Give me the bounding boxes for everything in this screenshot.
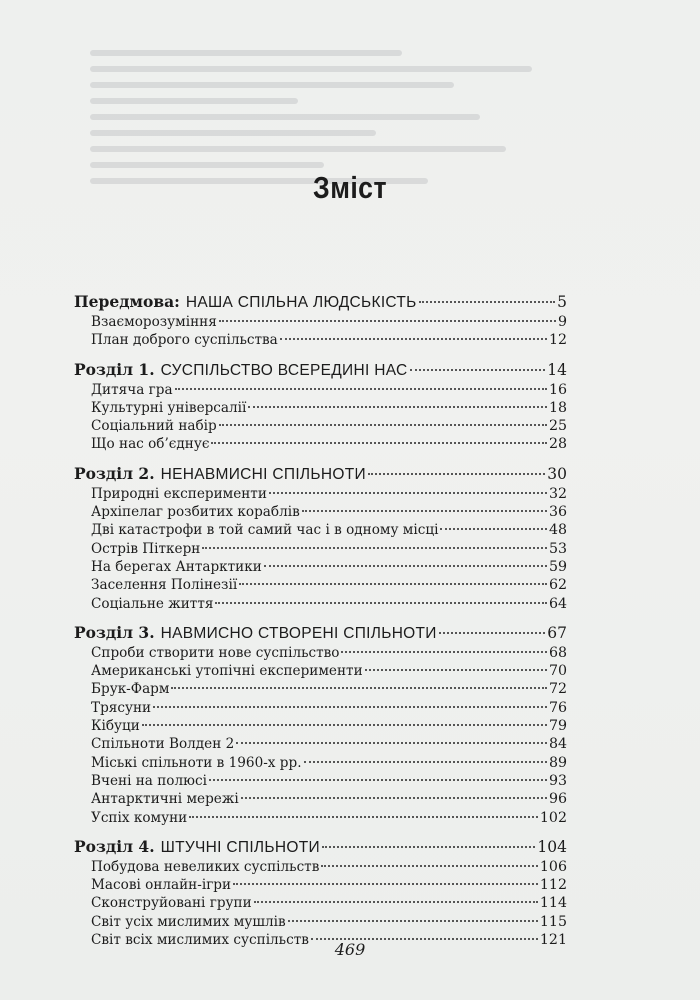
leader-dots (288, 920, 538, 922)
subsection-page: 64 (548, 595, 567, 612)
chapter-page: 67 (547, 623, 567, 642)
subsection-page: 72 (548, 681, 567, 698)
subsection-page: 102 (539, 809, 567, 826)
subsection-page: 36 (548, 504, 567, 521)
toc-subsection-entry[interactable] (74, 644, 567, 662)
subsection-title: Брук-Фарм (91, 681, 170, 698)
toc-section (74, 291, 567, 350)
toc-subsection-entry[interactable] (74, 485, 567, 503)
leader-dots (241, 797, 547, 799)
subsection-page: 62 (548, 577, 567, 594)
subsection-page: 16 (548, 381, 567, 398)
toc-subsection-entry[interactable] (74, 717, 567, 735)
subsection-title: Культурні універсалії (91, 399, 247, 416)
subsection-page: 115 (539, 913, 567, 930)
toc-subsection-entry[interactable] (74, 417, 567, 435)
toc-chapter-entry[interactable] (74, 359, 567, 381)
subsection-title: Кібуци (91, 718, 140, 735)
subsection-title: Сконструйовані групи (91, 895, 252, 912)
leader-dots (269, 492, 547, 494)
leader-dots (239, 583, 547, 585)
page-number: 469 (334, 940, 366, 959)
leader-dots (219, 320, 556, 322)
subsection-page: 76 (548, 699, 567, 716)
toc-subsection-entry[interactable] (74, 790, 567, 808)
leader-dots (321, 865, 538, 867)
subsection-title: Соціальне життя (91, 595, 214, 612)
chapter-title: НАВМИСНО СТВОРЕНІ СПІЛЬНОТИ (160, 624, 437, 642)
subsection-page: 96 (548, 791, 567, 808)
subsection-title: Дитяча гра (91, 381, 173, 398)
leader-dots (322, 846, 535, 848)
subsection-page: 106 (539, 858, 567, 875)
toc-subsection-entry[interactable] (74, 680, 567, 698)
subsection-title: Соціальний набір (91, 418, 217, 435)
toc-subsection-entry[interactable] (74, 576, 567, 594)
leader-dots (341, 651, 546, 653)
toc-subsection-entry[interactable] (74, 754, 567, 772)
subsection-page: 112 (539, 877, 567, 894)
table-of-contents (74, 291, 567, 958)
toc-subsection-entry[interactable] (74, 595, 567, 613)
leader-dots (410, 369, 546, 371)
subsection-title: Спільноти Волден 2 (91, 736, 235, 753)
subsection-page: 12 (548, 332, 567, 349)
toc-section (74, 836, 567, 949)
leader-dots (153, 706, 547, 708)
toc-section (74, 463, 567, 613)
leader-dots (254, 901, 538, 903)
subsection-title: Світ всіх мислимих суспільств (91, 932, 309, 949)
toc-chapter-entry[interactable] (74, 463, 567, 485)
leader-dots (215, 602, 547, 604)
toc-subsection-entry[interactable] (74, 772, 567, 790)
subsection-title: Міські спільноти в 1960-х рр. (91, 754, 302, 771)
chapter-page: 30 (547, 464, 567, 483)
leader-dots (419, 301, 555, 303)
toc-subsection-entry[interactable] (74, 435, 567, 453)
leader-dots (440, 528, 547, 530)
leader-dots (248, 406, 547, 408)
chapter-label: Розділ 2. (74, 463, 155, 483)
subsection-page: 48 (548, 522, 567, 539)
subsection-title: Масові онлайн-ігри (91, 877, 232, 894)
subsection-page: 9 (557, 314, 567, 330)
chapter-title: ШТУЧНІ СПІЛЬНОТИ (160, 838, 320, 856)
toc-subsection-entry[interactable] (74, 558, 567, 576)
toc-subsection-entry[interactable] (74, 521, 567, 539)
leader-dots (365, 669, 547, 671)
subsection-title: Архіпелаг розбитих кораблів (91, 504, 300, 521)
toc-subsection-entry[interactable] (74, 540, 567, 558)
toc-subsection-entry[interactable] (74, 913, 567, 931)
leader-dots (236, 742, 547, 744)
toc-section (74, 622, 567, 827)
page-title: Зміст (313, 170, 387, 205)
subsection-title: Світ усіх мислимих мушлів (91, 913, 286, 930)
toc-subsection-entry[interactable] (74, 313, 567, 331)
subsection-page: 32 (548, 485, 567, 502)
subsection-title: Вчені на полюсі (91, 772, 207, 789)
leader-dots (233, 883, 538, 885)
subsection-title: Побудова невеликих суспільств (91, 858, 320, 875)
subsection-title: Острів Піткерн (91, 540, 201, 557)
leader-dots (202, 547, 547, 549)
toc-subsection-entry[interactable] (74, 858, 567, 876)
subsection-title: Взаєморозуміння (91, 314, 217, 330)
toc-subsection-entry[interactable] (74, 503, 567, 521)
toc-subsection-entry[interactable] (74, 331, 567, 349)
subsection-page: 121 (539, 932, 567, 949)
leader-dots (209, 779, 547, 781)
subsection-page: 68 (548, 644, 567, 661)
toc-chapter-entry[interactable] (74, 622, 567, 644)
toc-subsection-entry[interactable] (74, 699, 567, 717)
toc-chapter-entry[interactable] (74, 291, 567, 313)
subsection-title: Успіх комуни (91, 809, 188, 826)
subsection-page: 70 (548, 663, 567, 680)
leader-dots (302, 510, 547, 512)
leader-dots (142, 724, 547, 726)
subsection-title: Природні експерименти (91, 485, 267, 502)
leader-dots (280, 338, 547, 340)
toc-subsection-entry[interactable] (74, 809, 567, 827)
leader-dots (171, 687, 546, 689)
subsection-title: Дві катастрофи в той самий час і в одному місці (91, 522, 439, 539)
leader-dots (304, 761, 547, 763)
subsection-page: 114 (539, 895, 567, 912)
leader-dots (211, 442, 546, 444)
chapter-page: 104 (537, 837, 567, 856)
chapter-page: 14 (547, 360, 567, 379)
toc-subsection-entry[interactable] (74, 381, 567, 399)
toc-subsection-entry[interactable] (74, 894, 567, 912)
subsection-page: 59 (548, 558, 567, 575)
chapter-title: НЕНАВМИСНІ СПІЛЬНОТИ (160, 465, 366, 483)
subsection-title: Спроби створити нове суспільство (91, 644, 340, 661)
subsection-page: 25 (548, 418, 567, 435)
leader-dots (189, 816, 538, 818)
subsection-page: 53 (548, 540, 567, 557)
chapter-label: Передмова: (74, 292, 180, 311)
subsection-title: Трясуни (91, 699, 152, 716)
chapter-label: Розділ 3. (74, 622, 155, 642)
chapter-title: НАША СПІЛЬНА ЛЮДСЬКІСТЬ (185, 294, 417, 311)
subsection-title: План доброго суспільства (91, 332, 278, 349)
leader-dots (219, 424, 547, 426)
leader-dots (368, 473, 545, 475)
leader-dots (264, 565, 547, 567)
subsection-title: Заселення Полінезії (91, 577, 238, 594)
subsection-page: 18 (548, 399, 567, 416)
leader-dots (439, 632, 546, 634)
chapter-title: СУСПІЛЬСТВО ВСЕРЕДИНІ НАС (160, 361, 408, 379)
toc-chapter-entry[interactable] (74, 836, 567, 858)
chapter-page: 5 (557, 293, 567, 311)
subsection-page: 84 (548, 736, 567, 753)
toc-subsection-entry[interactable] (74, 662, 567, 680)
subsection-page: 89 (548, 754, 567, 771)
toc-subsection-entry[interactable] (74, 876, 567, 894)
subsection-title: Антарктичні мережі (91, 791, 239, 808)
leader-dots (175, 388, 547, 390)
toc-subsection-entry[interactable] (74, 735, 567, 753)
toc-subsection-entry[interactable] (74, 399, 567, 417)
subsection-title: На берегах Антарктики (91, 558, 262, 575)
subsection-title: Що нас об’єднує (91, 436, 210, 453)
bleed-through-text (90, 40, 610, 280)
subsection-page: 93 (548, 772, 567, 789)
subsection-title: Американські утопічні експерименти (91, 663, 363, 680)
subsection-page: 28 (548, 436, 567, 453)
toc-section (74, 359, 567, 454)
subsection-page: 79 (548, 718, 567, 735)
chapter-label: Розділ 4. (74, 836, 155, 856)
chapter-label: Розділ 1. (74, 359, 155, 379)
